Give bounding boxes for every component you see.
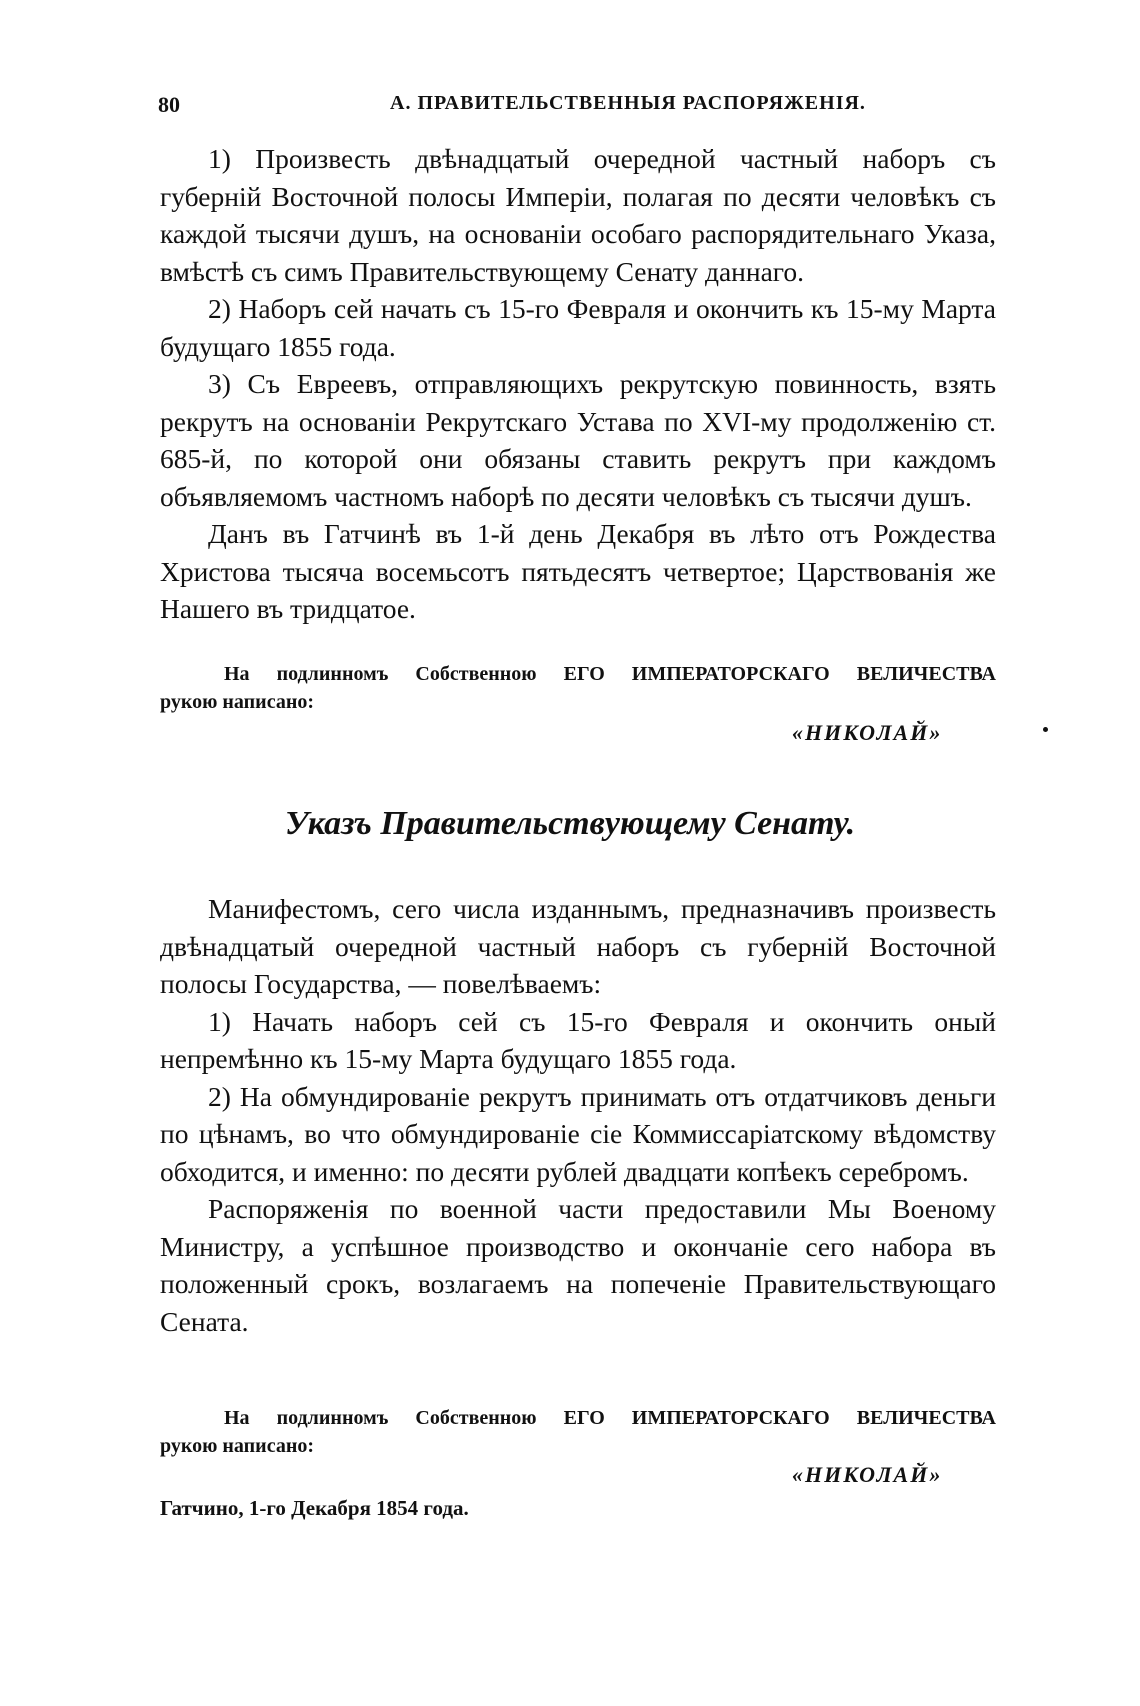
decree-paragraph-3: Распоряженія по военной части предоставили Мы Военому Министру, а успѣшное производство и окончаніе сего набора въ положенный срокъ, возлагаемъ на попеченіе Правительствующаго Сената. — [160, 1193, 996, 1337]
attestation-line-2: рукою написано: — [160, 1435, 315, 1457]
manifesto-body — [160, 140, 996, 628]
decree-body — [160, 890, 996, 1340]
decree-preamble: Манифестомъ, сего числа изданнымъ, предназначивъ произвесть двѣнадцатый очередной частный наборъ съ губерній Восточной полосы Государства, — повелѣваемъ: — [160, 893, 996, 999]
page-header — [158, 92, 998, 122]
decree-attestation — [160, 1404, 996, 1460]
attestation-line-2: рукою написано: — [160, 691, 315, 713]
decree-paragraph-1: 1) Начать наборъ сей съ 15-го Февраля и окончить оный непремѣнно къ 15-му Марта будущаго 1855 года. — [160, 1005, 996, 1074]
running-head: А. ПРАВИТЕЛЬСТВЕННЫЯ РАСПОРЯЖЕНІЯ. — [390, 92, 866, 114]
decree-paragraph-2: 2) На обмундированіе рекрутъ принимать отъ отдатчиковъ деньги по цѣнамъ, во что обмундированіе сіе Коммиссаріатскому вѣдомству обходится, и именно: по десяти рублей двадцати копѣекъ серебромъ. — [160, 1080, 996, 1187]
place-date: Гатчино, 1-го Декабря 1854 года. — [160, 1496, 469, 1520]
manifesto-paragraph-3: 3) Съ Евреевъ, отправляющихъ рекрутскую повинность, взять рекрутъ на основаніи Рекрутскаго Устава по XVI-му продолженію ст. 685-й, по которой они обязаны ставить рекрутъ при каждомъ объявляемомъ частномъ наборѣ по десяти человѣкъ съ тысячи душъ. — [160, 368, 996, 512]
manifesto-given-at: Данъ въ Гатчинѣ въ 1-й день Декабря въ лѣто отъ Рождества Христова тысяча восемьсотъ пятьдесятъ четвертое; Царствованія же Нашего въ тридцатое. — [160, 518, 996, 624]
print-speck — [1043, 727, 1048, 732]
page-number: 80 — [158, 92, 180, 117]
decree-signature: «НИКОЛАЙ» — [792, 1462, 943, 1487]
manifesto-paragraph-1: 1) Произвесть двѣнадцатый очередной частный наборъ съ губерній Восточной полосы Имперіи, полагая по десяти человѣкъ съ каждой тысячи душъ, на основаніи особаго распорядительнаго Указа, вмѣстѣ съ симъ Правительствующему Сенату даннаго. — [160, 143, 996, 287]
manifesto-signature: «НИКОЛАЙ» — [792, 720, 943, 745]
attestation-line: На подлинномъ Собственною ЕГО ИМПЕРАТОРСКАГО ВЕЛИЧЕСТВА — [224, 663, 996, 685]
attestation-line: На подлинномъ Собственною ЕГО ИМПЕРАТОРСКАГО ВЕЛИЧЕСТВА — [224, 1407, 996, 1429]
manifesto-attestation — [160, 660, 996, 716]
manifesto-paragraph-2: 2) Наборъ сей начать съ 15-го Февраля и окончить къ 15-му Марта будущаго 1855 года. — [160, 293, 996, 362]
decree-title: Указъ Правительствующему Сенату. — [284, 805, 856, 842]
